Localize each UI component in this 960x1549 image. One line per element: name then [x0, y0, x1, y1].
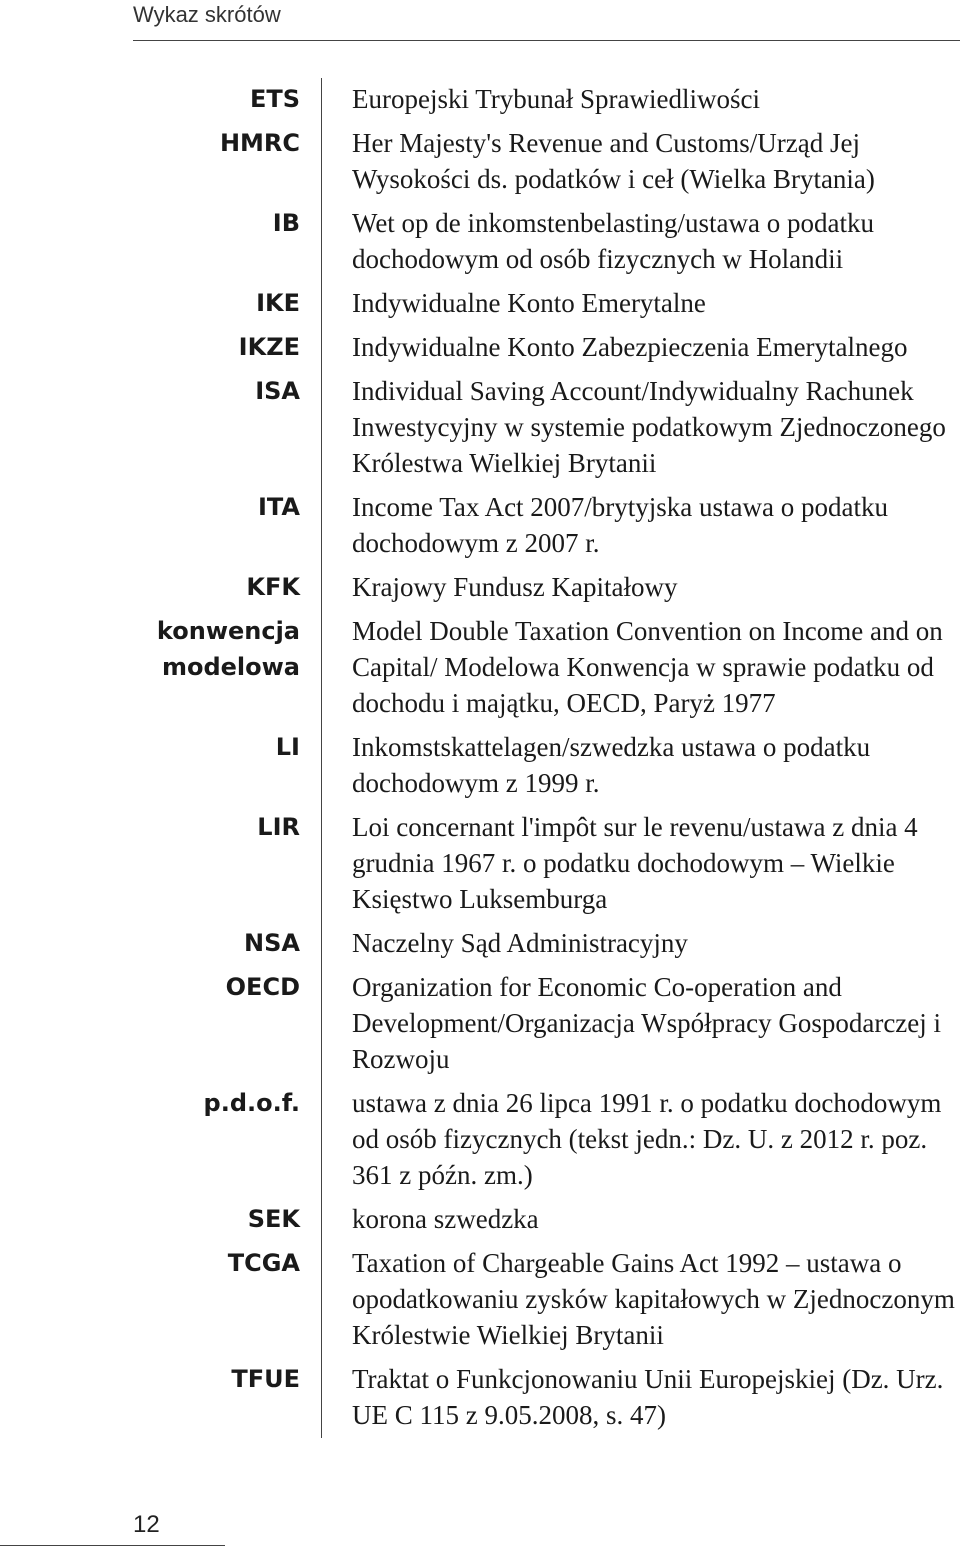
abbreviation-entry — [0, 125, 960, 197]
abbreviation-term: IKZE — [238, 333, 300, 361]
abbreviation-entry — [0, 729, 960, 801]
abbreviation-entry — [0, 329, 960, 365]
abbreviation-entry — [0, 205, 960, 277]
abbreviation-definition: Loi concernant l'impôt sur le revenu/ustawa z dnia 4 grudnia 1967 r. o podatku dochodowym – Wielkie Księstwo Luksemburga — [352, 812, 918, 914]
abbreviation-entry — [0, 81, 960, 117]
abbreviation-definition: Income Tax Act 2007/brytyjska ustawa o podatku dochodowym z 2007 r. — [352, 492, 889, 558]
abbreviation-term: TCGA — [227, 1249, 300, 1277]
abbreviation-definition: Krajowy Fundusz Kapitałowy — [352, 572, 678, 602]
abbreviation-definition: Her Majesty's Revenue and Customs/Urząd Jej Wysokości ds. podatków i ceł (Wielka Brytania) — [352, 128, 875, 194]
abbreviation-definition: Naczelny Sąd Administracyjny — [352, 928, 688, 958]
abbreviation-entry — [0, 1201, 960, 1237]
abbreviation-definition: Traktat o Funkcjonowaniu Unii Europejskiej (Dz. Urz. UE C 115 z 9.05.2008, s. 47) — [352, 1364, 944, 1430]
abbreviation-term: ETS — [249, 85, 300, 113]
abbreviation-term: ISA — [255, 377, 300, 405]
abbreviation-definition: ustawa z dnia 26 lipca 1991 r. o podatku dochodowym od osób fizycznych (tekst jedn.: Dz. U. z 2012 r. poz. 361 z późn. zm.) — [352, 1088, 942, 1190]
abbreviation-definition: Organization for Economic Co-operation and Development/Organizacja Współpracy Gospodarczej i Rozwoju — [352, 972, 942, 1074]
abbreviation-definition: Indywidualne Konto Emerytalne — [352, 288, 706, 318]
abbreviation-term: konwencja modelowa — [156, 617, 300, 681]
abbreviation-term: NSA — [244, 929, 300, 957]
abbreviation-entry — [0, 285, 960, 321]
abbreviation-term: LIR — [257, 813, 300, 841]
abbreviation-entry — [0, 969, 960, 1077]
abbreviation-entry — [0, 925, 960, 961]
abbreviation-term: TFUE — [231, 1365, 300, 1393]
abbreviation-term: p.d.o.f. — [203, 1089, 300, 1117]
abbreviation-term: OECD — [225, 973, 300, 1001]
abbreviation-definition: Indywidualne Konto Zabezpieczenia Emerytalnego — [352, 332, 908, 362]
abbreviation-definition: Model Double Taxation Convention on Income and on Capital/ Modelowa Konwencja w sprawie podatku od dochodu i majątku, OECD, Paryż 1977 — [352, 616, 943, 718]
abbreviation-entry — [0, 1245, 960, 1353]
abbreviation-list — [0, 81, 960, 1441]
abbreviation-term: KFK — [246, 573, 300, 601]
abbreviation-entry — [0, 613, 960, 721]
abbreviation-term: HMRC — [219, 129, 300, 157]
page-number: 12 — [133, 1511, 160, 1538]
abbreviation-term: LI — [275, 733, 300, 761]
abbreviation-definition: Inkomstskattelagen/szwedzka ustawa o podatku dochodowym z 1999 r. — [352, 732, 871, 798]
abbreviation-entry — [0, 373, 960, 481]
abbreviation-entry — [0, 1085, 960, 1193]
running-header: Wykaz skrótów — [133, 2, 281, 27]
abbreviation-entry — [0, 569, 960, 605]
abbreviation-term: IB — [272, 209, 300, 237]
abbreviation-term: SEK — [247, 1205, 300, 1233]
abbreviation-entry — [0, 489, 960, 561]
abbreviation-definition: Europejski Trybunał Sprawiedliwości — [352, 84, 760, 114]
abbreviation-term: IKE — [256, 289, 300, 317]
abbreviation-term: ITA — [257, 493, 300, 521]
abbreviation-entry — [0, 1361, 960, 1433]
abbreviation-definition: Taxation of Chargeable Gains Act 1992 – ustawa o opodatkowaniu zysków kapitałowych w Zjednoczonym Królestwie Wielkiej Brytanii — [352, 1248, 955, 1350]
abbreviation-entry — [0, 809, 960, 917]
abbreviation-definition: korona szwedzka — [352, 1204, 539, 1234]
abbreviation-definition: Individual Saving Account/Indywidualny Rachunek Inwestycyjny w systemie podatkowym Zjednoczonego Królestwa Wielkiej Brytanii — [352, 376, 946, 478]
header-rule — [133, 40, 960, 41]
footer-rule — [0, 1545, 225, 1546]
abbreviation-definition: Wet op de inkomstenbelasting/ustawa o podatku dochodowym od osób fizycznych w Holandii — [352, 208, 874, 274]
